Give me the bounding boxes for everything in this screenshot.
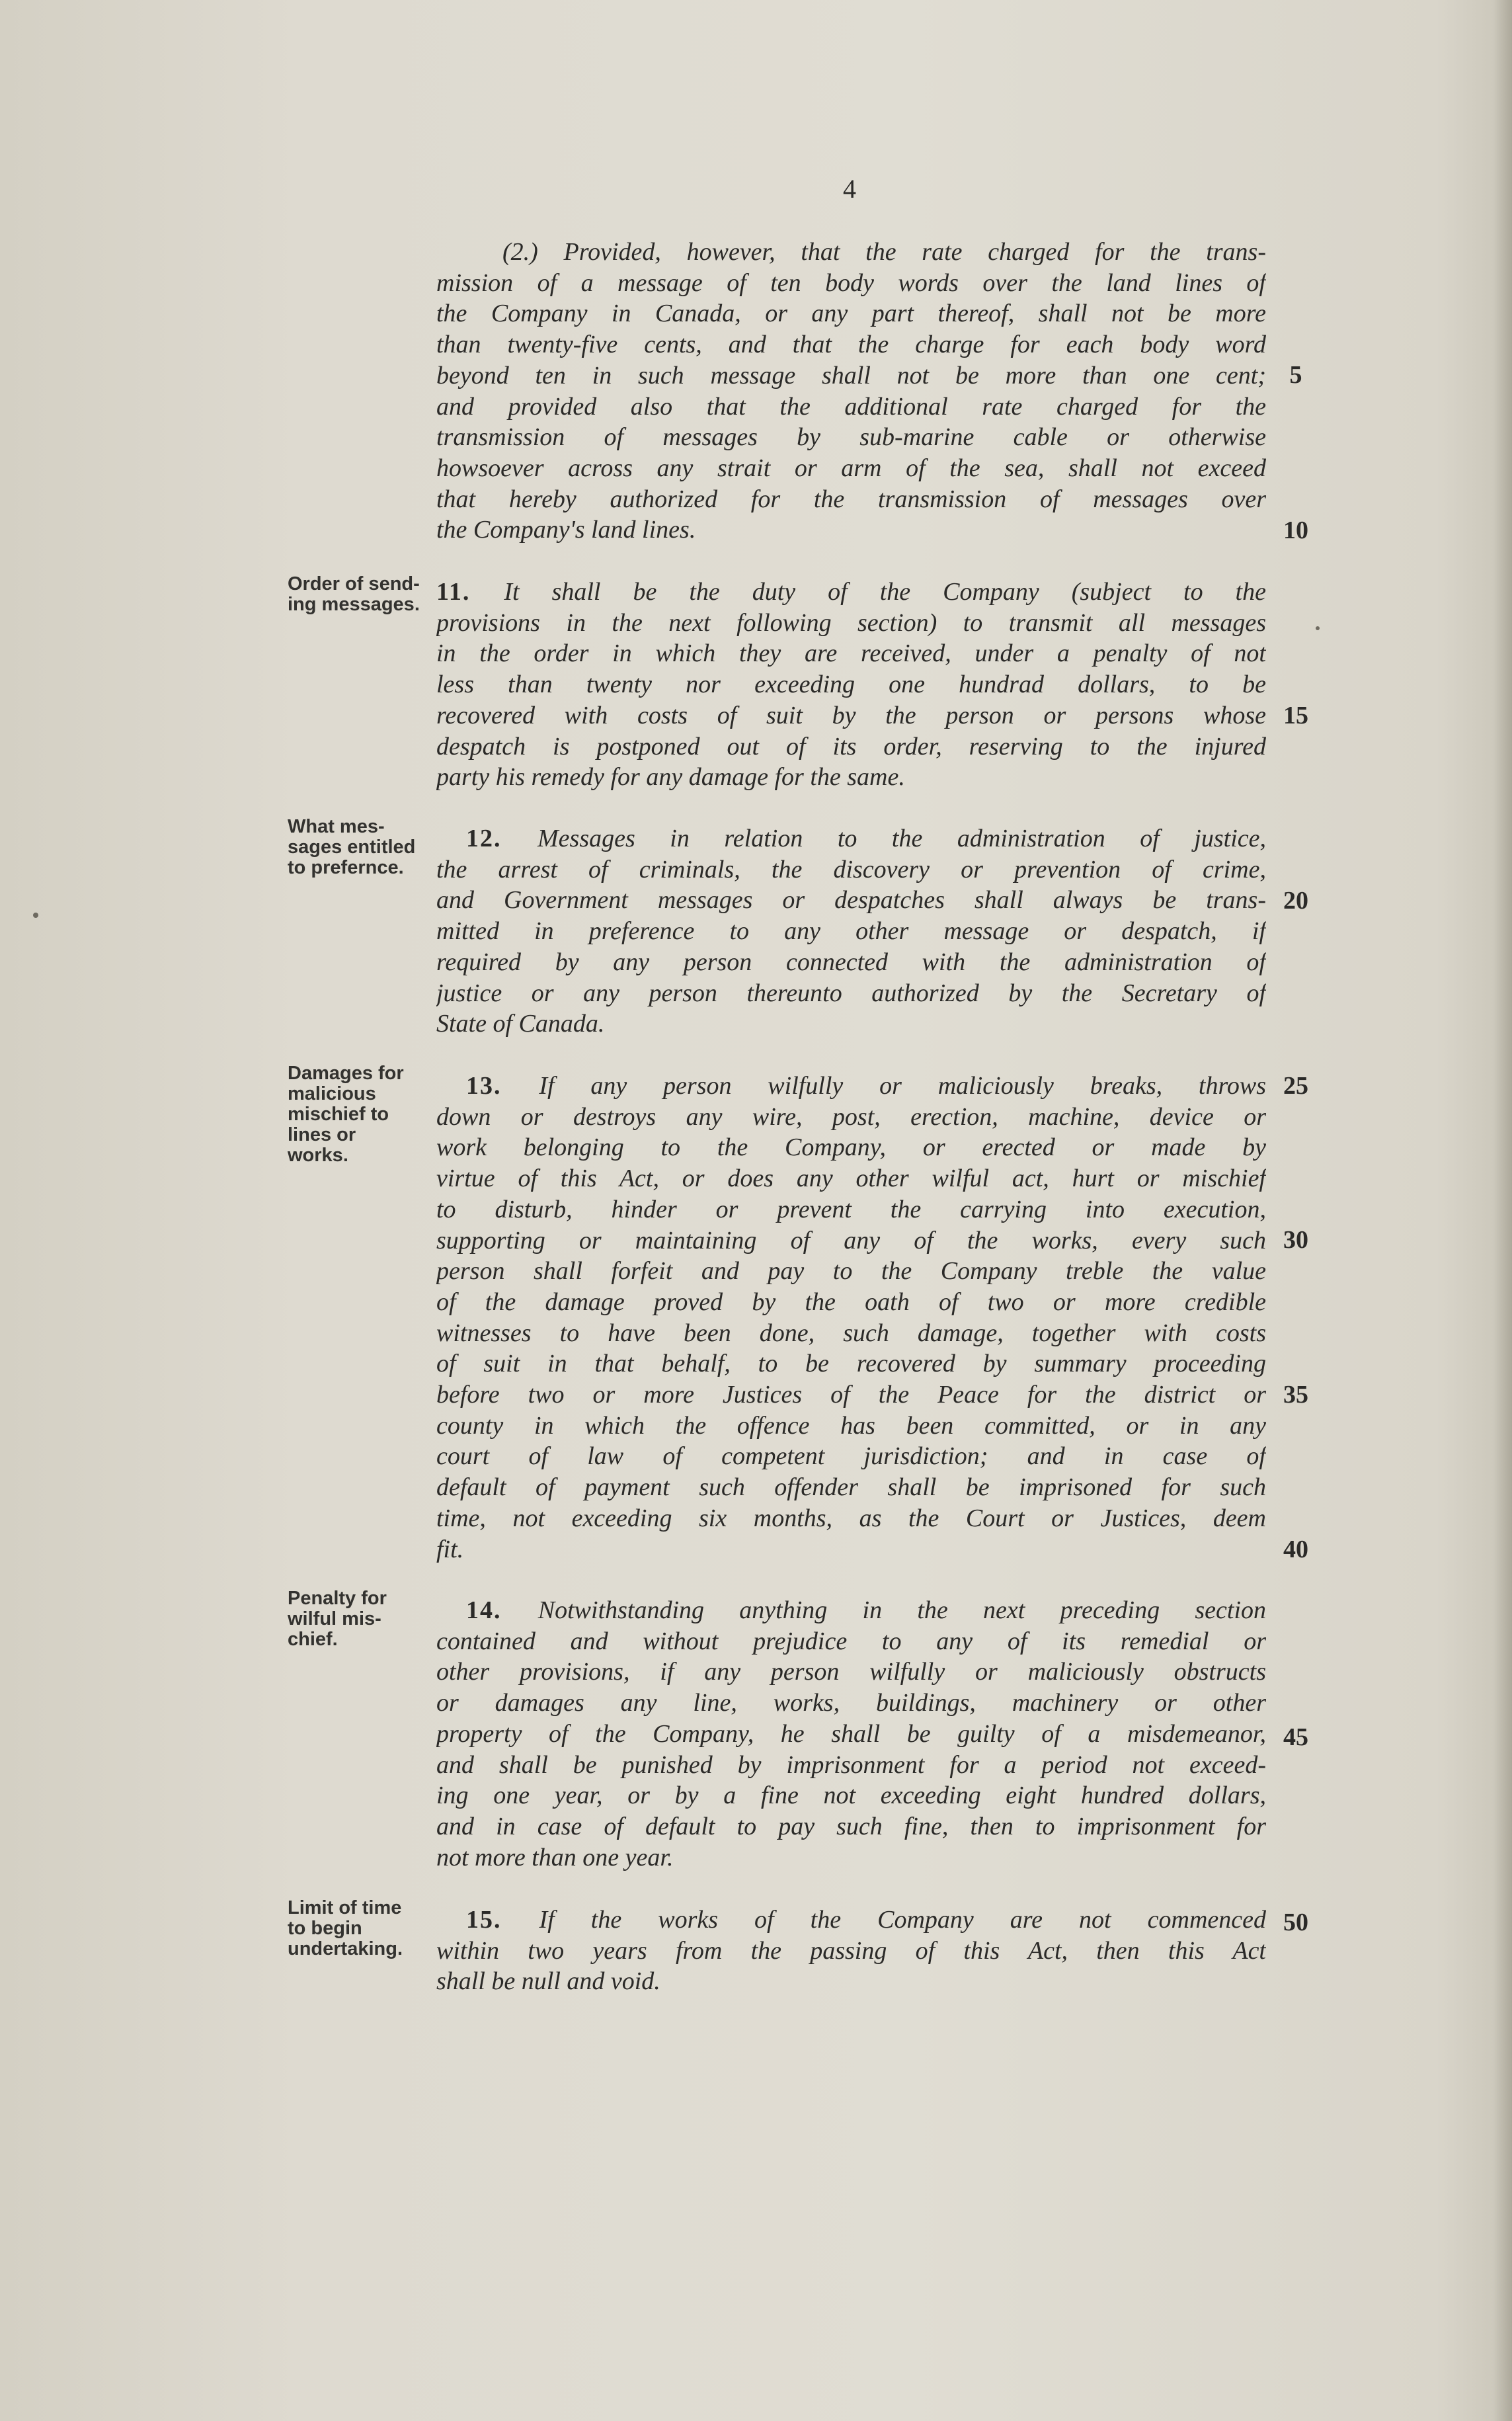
line-number: 20 [1283,887,1308,915]
body-text-line: of suit in that behalf, to be recovered by summary proceeding [436,1350,1266,1378]
body-text-line: than twenty-five cents, and that the charge for each body word [436,331,1266,359]
line-number: 30 [1283,1226,1308,1254]
body-text-line [466,1905,1266,1936]
body-text-line: to disturb, hinder or prevent the carrying into execution, [436,1195,1266,1223]
margin-note-line: lines or [288,1124,356,1145]
section-number: 11. [436,578,504,606]
line-number: 35 [1283,1381,1308,1409]
body-text-line: fit. [436,1535,464,1563]
body-text-line: within two years from the passing of this Act, then this Act [436,1936,1266,1965]
body-text-line: and shall be punished by imprisonment for a period not exceed- [436,1750,1266,1779]
margin-note-line: Damages for [288,1063,404,1084]
line-text: Notwithstanding anything in the next preceding section [537,1596,1266,1624]
body-text-line: howsoever across any strait or arm of the sea, shall not exceed [436,454,1266,482]
body-text-line: the arrest of criminals, the discovery or prevention of crime, [436,855,1266,883]
margin-note-line: malicious [288,1083,376,1104]
section-number: 14. [466,1596,538,1624]
line-text: If the works of the Company are not commenced [539,1906,1266,1934]
section-number: 15. [466,1906,539,1934]
body-text-line: required by any person connected with the administration of [436,948,1266,976]
body-text-line: virtue of this Act, or does any other wilful act, hurt or mischief [436,1165,1266,1193]
section-number: 13. [466,1072,539,1100]
line-number: 25 [1283,1072,1308,1100]
body-text-line: witnesses to have been done, such damage, together with costs [436,1319,1266,1347]
body-text-line: person shall forfeit and pay to the Company treble the value [436,1257,1266,1286]
line-text: It shall be the duty of the Company (subject to the [504,578,1266,606]
margin-note-line: wilful mis- [288,1608,381,1629]
line-text: If any person wilfully or maliciously breaks, throws [539,1072,1266,1100]
body-text-line: time, not exceeding six months, as the Court or Justices, deem [436,1504,1266,1532]
body-text-line: and provided also that the additional rate charged for the [436,392,1266,421]
body-text-line: property of the Company, he shall be guilty of a misdemeanor, [436,1719,1266,1748]
body-text-line: other provisions, if any person wilfully or maliciously obstructs [436,1658,1266,1686]
body-text-line: down or destroys any wire, post, erection, machine, device or [436,1102,1266,1131]
margin-note-line: undertaking. [288,1938,403,1959]
section-number: 12. [466,825,538,852]
body-text-line: party his remedy for any damage for the same. [436,763,905,792]
body-text-line: contained and without prejudice to any of its remedial or [436,1627,1266,1655]
body-text-line: transmission of messages by sub-marine cable or otherwise [436,423,1266,452]
body-text-line: recovered with costs of suit by the person or persons whose [436,701,1266,729]
page-edge-shadow [1493,0,1512,2421]
paper-speck [1316,626,1320,630]
line-number: 15 [1283,702,1308,729]
line-number: 45 [1283,1723,1308,1751]
body-text-line: despatch is postponed out of its order, reserving to the injured [436,732,1266,760]
body-text-line: State of Canada. [436,1010,605,1038]
body-text-line: default of payment such offender shall be imprisoned for such [436,1473,1266,1502]
body-text-line: provisions in the next following section) to transmit all messages [436,608,1266,637]
body-text-line: or damages any line, works, buildings, machinery or other [436,1689,1266,1717]
body-text-line: and Government messages or despatches shall always be trans- [436,886,1266,915]
paper-speck [33,913,38,918]
body-text-line: the Company in Canada, or any part thereof, shall not be more [436,300,1266,328]
body-text-line: in the order in which they are received, under a penalty of not [436,639,1266,668]
line-number: 10 [1283,516,1308,544]
margin-note-line: Limit of time [288,1897,402,1918]
margin-note-limit [288,1898,430,1959]
body-text-line: justice or any person thereunto authorized by the Secretary of [436,979,1266,1007]
body-text-line: supporting or maintaining of any of the works, every such [436,1226,1266,1254]
margin-note-line: ing messages. [288,594,420,615]
body-text-line: work belonging to the Company, or erected or made by [436,1133,1266,1162]
body-text-line [436,577,1266,608]
margin-note-line: chief. [288,1629,338,1650]
margin-note-line: works. [288,1145,348,1166]
margin-note-line: to begin [288,1918,362,1939]
body-text-line: mitted in preference to any other message or despatch, if [436,917,1266,946]
page-number: 4 [843,174,856,204]
body-text-line: shall be null and void. [436,1967,660,1996]
body-text-line: less than twenty nor exceeding one hundrad dollars, to be [436,671,1266,699]
margin-note-line: mischief to [288,1104,389,1125]
body-text-line: the Company's land lines. [436,516,696,544]
body-text-line: not more than one year. [436,1843,674,1871]
body-text-line [466,823,1266,854]
body-text-line: county in which the offence has been committed, or in any [436,1411,1266,1440]
margin-note-line: to prefernce. [288,857,404,878]
body-text-line: mission of a message of ten body words over the land lines of [436,268,1266,297]
margin-note-line: Penalty for [288,1588,387,1609]
body-text-line: ing one year, or by a fine not exceeding eight hundred dollars, [436,1782,1266,1810]
margin-note-penalty [288,1588,430,1650]
line-number: 40 [1283,1536,1308,1563]
body-text-line: beyond ten in such message shall not be more than one cent; [436,361,1266,390]
margin-note-line: sages entitled [288,837,416,858]
body-text-line [466,1595,1266,1626]
body-text-line: court of law of competent jurisdiction; and in case of [436,1442,1266,1471]
line-number: 50 [1283,1908,1308,1936]
body-text-line: (2.) Provided, however, that the rate charged for the trans- [502,238,1266,266]
margin-note-what [288,817,430,878]
margin-note-damages [288,1063,430,1166]
body-text-line [466,1071,1266,1102]
margin-note-line: Order of send- [288,573,420,595]
line-number: 5 [1289,361,1302,389]
line-text: Messages in relation to the administration of justice, [537,825,1266,852]
body-text-line: that hereby authorized for the transmission of messages over [436,485,1266,513]
body-text-line: before two or more Justices of the Peace for the district or [436,1381,1266,1409]
body-text-line: of the damage proved by the oath of two or more credible [436,1288,1266,1316]
body-text-line: and in case of default to pay such fine, then to imprisonment for [436,1812,1266,1840]
margin-note-order [288,574,430,615]
margin-note-line: What mes- [288,816,385,837]
